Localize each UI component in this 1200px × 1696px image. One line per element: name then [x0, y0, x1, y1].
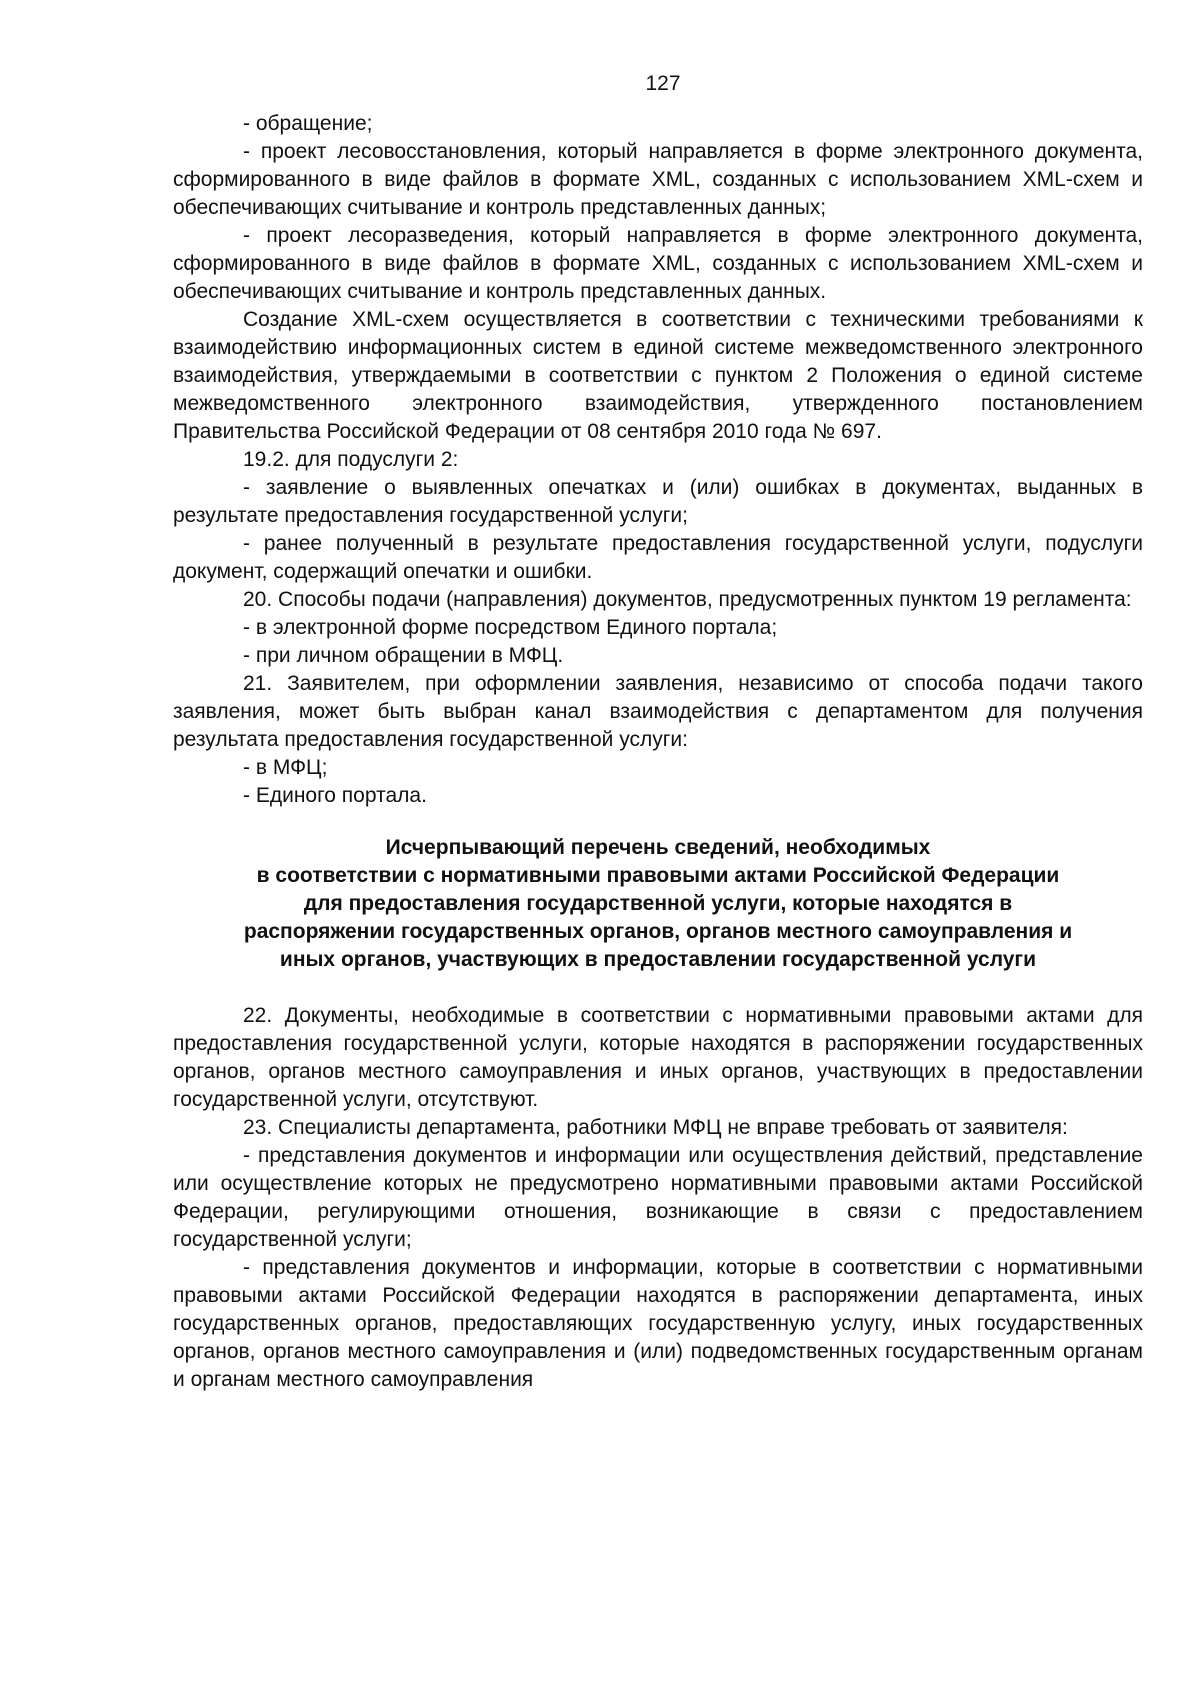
subsection-19-2: 19.2. для подуслуги 2: — [243, 448, 459, 471]
list-item-electronic-form: - в электронной форме посредством Единого портала; — [243, 616, 778, 639]
bottom-text-block — [173, 1002, 1143, 1394]
heading-line: в соответствии с нормативными правовыми актами Российской Федерации — [256, 864, 1060, 887]
list-item-extra-actions: - представления документов и информации или осуществления действий, представление или осуществление которых не предусмотрено нормативными правовыми актами Российской Федерации, регулирующими отношения, возникающие в связи с предоставлением государственной услуги; — [173, 1144, 1143, 1251]
list-item-appeal: - обращение; — [243, 112, 373, 135]
xml-schema-paragraph: Создание XML-схем осуществляется в соответствии с техническими требованиями к взаимодействию информационных систем в единой системе межведомственного электронного взаимодействия, утверждаемыми в соответствии с пунктом 2 Положения о единой системе межведомственного электронного взаимодействия, утвержденного постановлением Правительства Российской Федерации от 08 сентября 2010 года № 697. — [173, 308, 1143, 443]
list-item-previous-document: - ранее полученный в результате предоставления государственной услуги, подуслуги документ, содержащий опечатки и ошибки. — [173, 532, 1143, 583]
heading-line: для предоставления государственной услуги, которые находятся в — [303, 892, 1013, 915]
section-heading — [173, 834, 1143, 974]
list-item-afforestation-project: - проект лесоразведения, который направляется в форме электронного документа, сформированного в виде файлов в формате XML, созданных с использованием XML-схем и обеспечивающих считывание и контроль представленных данных. — [173, 224, 1143, 303]
page-number: 127 — [645, 72, 681, 95]
list-item-unified-portal: - Единого портала. — [243, 784, 427, 807]
section-23-paragraph: 23. Специалисты департамента, работники МФЦ не вправе требовать от заявителя: — [243, 1116, 1068, 1139]
heading-line: распоряжении государственных органов, органов местного самоуправления и — [243, 920, 1073, 943]
list-item-error-statement: - заявление о выявленных опечатках и (или) ошибках в документах, выданных в результате предоставления государственной услуги; — [173, 476, 1143, 527]
list-item-reforestation-project: - проект лесовосстановления, который направляется в форме электронного документа, сформированного в виде файлов в формате XML, созданных с использованием XML-схем и обеспечивающих считывание и контроль представленных данных; — [173, 140, 1143, 219]
section-21-paragraph: 21. Заявителем, при оформлении заявления, независимо от способа подачи такого заявления, может быть выбран канал взаимодействия с департаментом для получения результата предоставления государственной услуги: — [173, 672, 1143, 751]
heading-line: иных органов, участвующих в предоставлении государственной услуги — [279, 948, 1037, 971]
list-item-held-documents: - представления документов и информации, которые в соответствии с нормативными правовыми актами Российской Федерации находятся в распоряжении департамента, иных государственных органов, предоставляющих государственную услугу, иных государственных органов, органов местного самоуправления и (или) подведомственных государственным органам и органам местного самоуправления — [173, 1256, 1143, 1391]
heading-line: Исчерпывающий перечень сведений, необходимых — [385, 836, 931, 859]
list-item-mfc: - в МФЦ; — [243, 756, 328, 779]
top-text-block — [173, 110, 1143, 810]
section-20-paragraph: 20. Способы подачи (направления) документов, предусмотренных пунктом 19 регламента: — [243, 588, 1132, 611]
section-22-paragraph: 22. Документы, необходимые в соответствии с нормативными правовыми актами для предоставления государственной услуги, которые находятся в распоряжении государственных органов, органов местного самоуправления и иных органов, участвующих в предоставлении государственной услуги, отсутствуют. — [173, 1004, 1143, 1111]
list-item-personal-visit: - при личном обращении в МФЦ. — [243, 644, 564, 667]
